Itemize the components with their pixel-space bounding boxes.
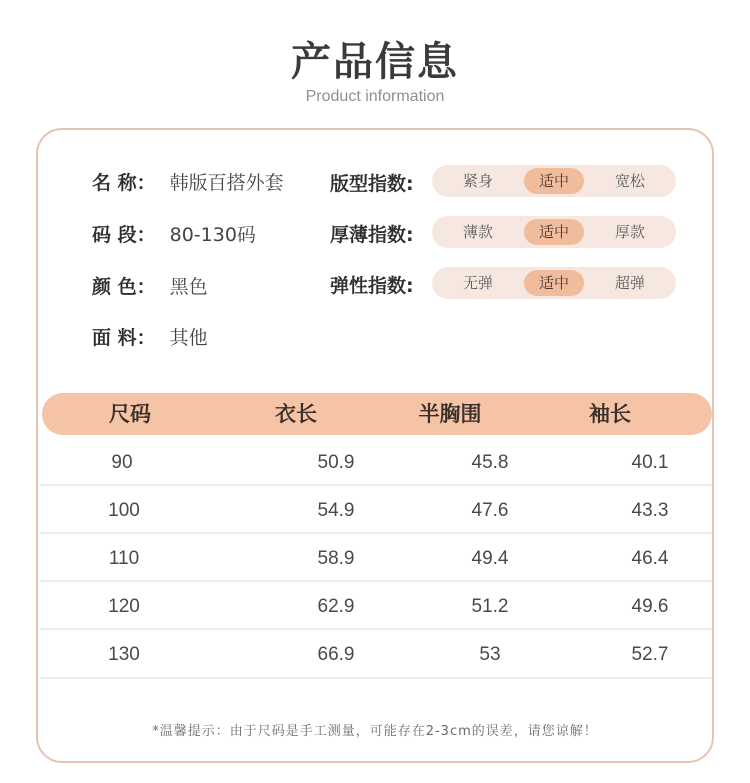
cell-sleeve: 40.1 — [631, 452, 669, 473]
table-row — [40, 535, 712, 582]
table-row — [40, 487, 712, 534]
cell-sleeve: 43.3 — [631, 500, 669, 521]
cell-size: 120 — [108, 596, 140, 617]
info-label: 面 料： — [92, 326, 156, 349]
fit-scale — [432, 165, 676, 197]
table-row — [40, 631, 712, 678]
info-row-size-range — [92, 218, 256, 248]
table-row — [40, 439, 712, 486]
scale-option: 紧身 — [462, 172, 493, 190]
cell-size: 110 — [108, 548, 140, 569]
thickness-scale — [432, 216, 676, 248]
info-value: 其他 — [169, 326, 208, 349]
cell-half-chest: 47.6 — [471, 500, 509, 521]
cell-size: 90 — [111, 452, 133, 473]
info-value: 韩版百搭外套 — [169, 171, 284, 194]
info-value: 黑色 — [169, 275, 208, 298]
cell-size: 100 — [108, 500, 140, 521]
cell-length: 62.9 — [317, 596, 355, 617]
row-divider — [40, 484, 712, 486]
index-label: 版型指数: — [330, 172, 414, 195]
cell-half-chest: 51.2 — [471, 596, 509, 617]
info-label: 码 段： — [92, 223, 156, 246]
scale-option-selected: 适中 — [524, 270, 584, 296]
cell-sleeve: 46.4 — [631, 548, 669, 569]
cell-length: 58.9 — [317, 548, 355, 569]
measurement-notice: *温馨提示：由于尺码是手工测量，可能存在2-3cm的误差，请您谅解！ — [152, 724, 598, 739]
header-half-chest: 半胸围 — [418, 402, 482, 426]
info-row-color — [92, 270, 208, 300]
cell-length: 66.9 — [317, 644, 355, 665]
info-value: 80-130码 — [169, 223, 256, 246]
scale-option: 无弹 — [462, 274, 493, 292]
elasticity-scale — [432, 267, 676, 299]
cell-sleeve: 49.6 — [631, 596, 669, 617]
page-title: 产品信息 — [291, 39, 459, 85]
row-divider — [40, 677, 712, 679]
scale-option-selected: 适中 — [524, 219, 584, 245]
cell-length: 50.9 — [317, 452, 355, 473]
info-row-fabric — [92, 321, 208, 351]
table-row — [40, 583, 712, 630]
row-divider — [40, 532, 712, 534]
cell-half-chest: 53 — [479, 644, 501, 665]
scale-option: 超弹 — [614, 274, 645, 292]
header-sleeve: 袖长 — [589, 402, 631, 426]
index-row-thickness — [330, 216, 645, 250]
info-label: 颜 色： — [92, 275, 156, 298]
page-subtitle: Product information — [305, 88, 445, 105]
scale-option: 薄款 — [462, 223, 493, 241]
scale-option: 宽松 — [614, 172, 645, 190]
info-label: 名 称： — [92, 171, 156, 194]
header-length: 衣长 — [275, 402, 317, 426]
index-label: 厚薄指数: — [330, 223, 414, 246]
size-table-header — [42, 393, 712, 435]
cell-sleeve: 52.7 — [631, 644, 669, 665]
cell-half-chest: 45.8 — [471, 452, 509, 473]
row-divider — [40, 580, 712, 582]
scale-option-selected: 适中 — [524, 168, 584, 194]
info-row-name — [92, 166, 284, 196]
cell-half-chest: 49.4 — [471, 548, 509, 569]
scale-option: 厚款 — [614, 223, 645, 241]
index-label: 弹性指数: — [330, 274, 414, 297]
cell-size: 130 — [108, 644, 140, 665]
index-row-fit — [330, 165, 645, 199]
cell-length: 54.9 — [317, 500, 355, 521]
row-divider — [40, 628, 712, 630]
header-size: 尺码 — [109, 402, 151, 426]
index-row-elasticity — [330, 267, 645, 301]
